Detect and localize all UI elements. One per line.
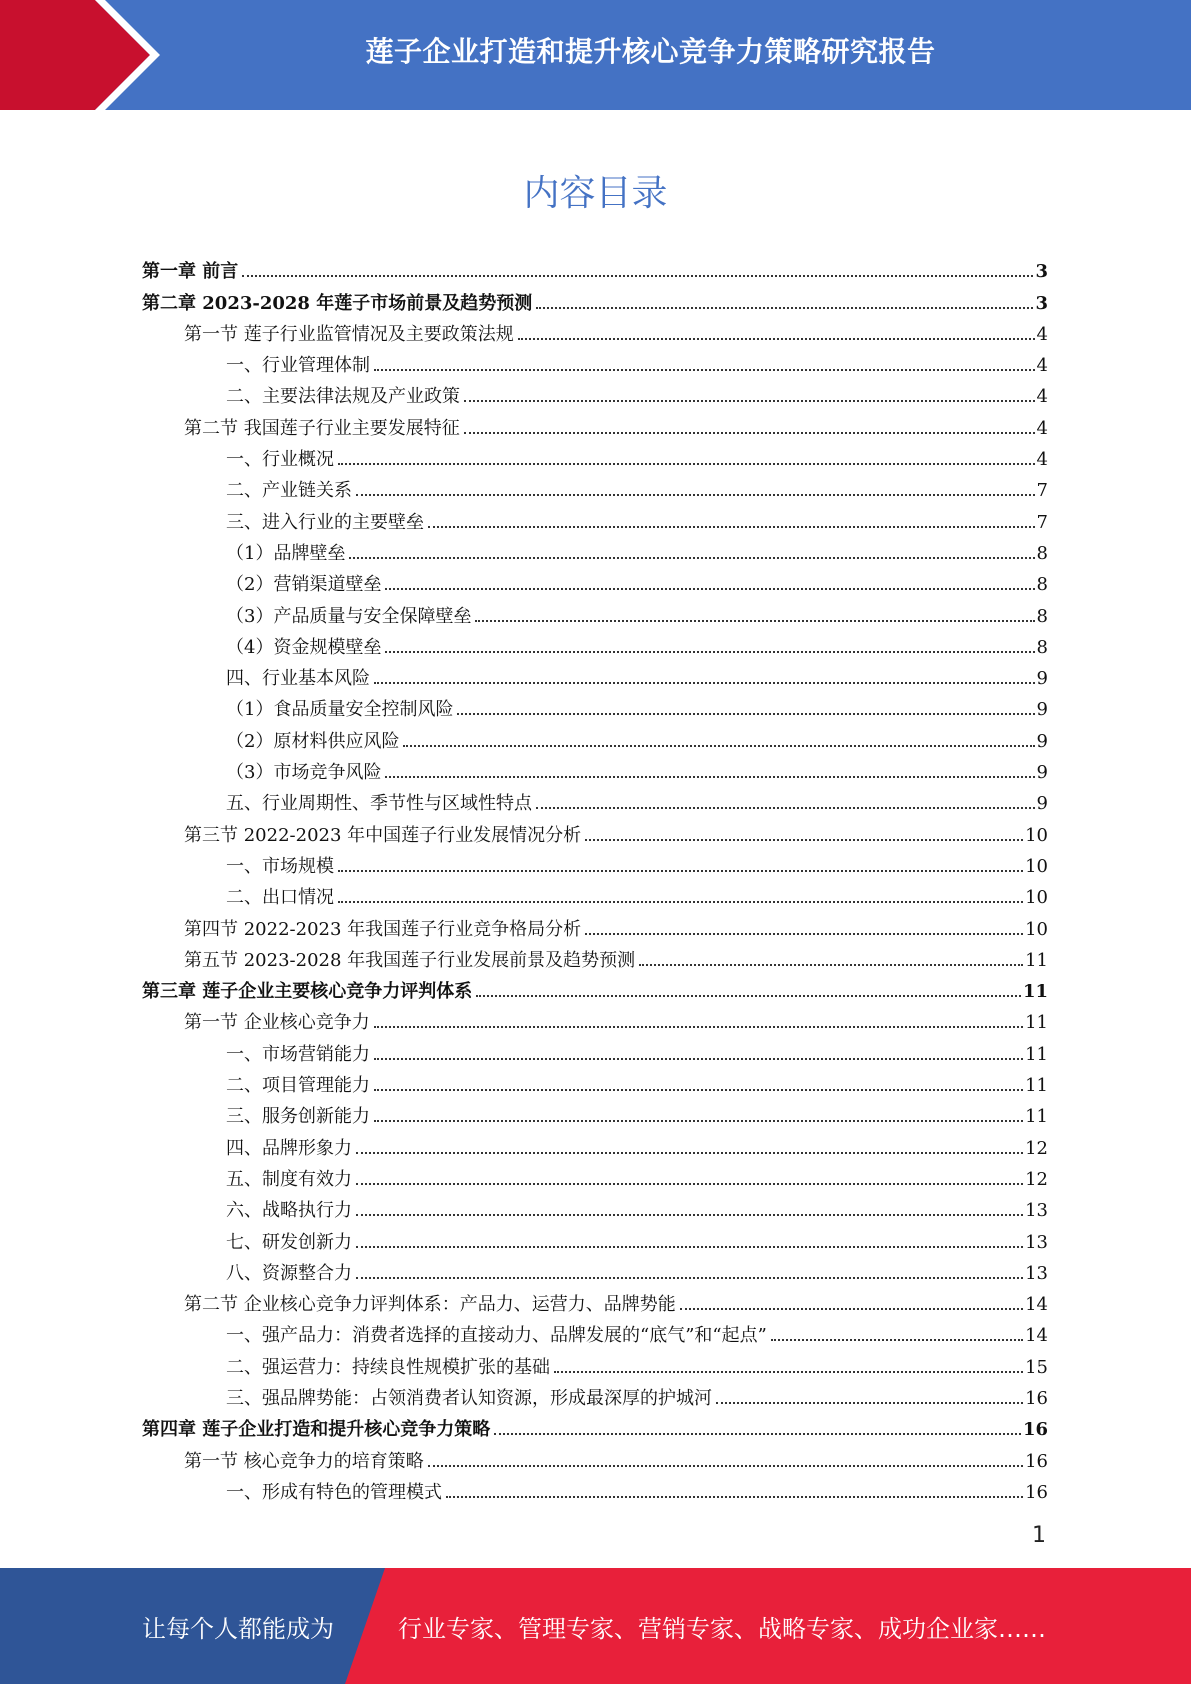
toc-leader-dots xyxy=(428,1465,1023,1467)
toc-entry[interactable] xyxy=(142,473,1048,504)
toc-entry-title: 二、项目管理能力 xyxy=(226,1075,370,1097)
toc-entry[interactable] xyxy=(142,1318,1048,1349)
toc-leader-dots xyxy=(464,432,1035,434)
toc-leader-dots xyxy=(554,1371,1023,1373)
toc-entry[interactable] xyxy=(142,692,1048,723)
toc-entry[interactable] xyxy=(142,504,1048,535)
toc-entry-page: 12 xyxy=(1025,1137,1048,1159)
toc-entry[interactable] xyxy=(142,1036,1048,1067)
footer-banner xyxy=(0,1568,1191,1684)
toc-entry-title: 二、主要法律法规及产业政策 xyxy=(226,386,460,408)
toc-entry-title: 第五节 2023-2028 年我国莲子行业发展前景及趋势预测 xyxy=(184,949,636,971)
toc-leader-dots xyxy=(338,901,1023,903)
toc-entry-page: 9 xyxy=(1036,793,1048,815)
toc-entry-page: 3 xyxy=(1035,292,1048,314)
toc-leader-dots xyxy=(385,651,1034,653)
toc-entry[interactable] xyxy=(142,1005,1048,1036)
toc-entry[interactable] xyxy=(142,379,1048,410)
report-title: 莲子企业打造和提升核心竞争力策略研究报告 xyxy=(365,35,936,68)
toc-entry[interactable] xyxy=(142,567,1048,598)
toc-entry-page: 10 xyxy=(1025,824,1048,846)
toc-leader-dots xyxy=(771,1339,1023,1341)
toc-leader-dots xyxy=(356,1277,1023,1279)
toc-entry-title: 第一节 企业核心竞争力 xyxy=(184,1012,370,1034)
toc-entry-title: 八、资源整合力 xyxy=(226,1262,352,1284)
toc-entry[interactable] xyxy=(142,1162,1048,1193)
toc-entry-title: 五、行业周期性、季节性与区域性特点 xyxy=(226,793,532,815)
toc-entry-page: 11 xyxy=(1025,1106,1048,1128)
toc-entry-page: 9 xyxy=(1036,699,1048,721)
toc-entry[interactable] xyxy=(142,661,1048,692)
toc-leader-dots xyxy=(356,1214,1023,1216)
toc-entry-page: 13 xyxy=(1025,1231,1048,1253)
toc-entry[interactable] xyxy=(142,348,1048,379)
toc-entry-page: 14 xyxy=(1025,1325,1048,1347)
toc-leader-dots xyxy=(680,1308,1023,1310)
toc-entry-title: （2）营销渠道壁垒 xyxy=(226,574,382,596)
toc-entry-title: 第三章 莲子企业主要核心竞争力评判体系 xyxy=(142,981,473,1003)
toc-entry-page: 12 xyxy=(1025,1168,1048,1190)
toc-entry-title: 第二节 我国莲子行业主要发展特征 xyxy=(184,417,460,439)
toc-leader-dots xyxy=(349,557,1034,559)
toc-entry[interactable] xyxy=(142,317,1048,348)
toc-entry-title: 一、行业概况 xyxy=(226,449,334,471)
toc-leader-dots xyxy=(585,839,1023,841)
toc-entry-page: 7 xyxy=(1036,511,1048,533)
toc-entry-title: 第二章 2023-2028 年莲子市场前景及趋势预测 xyxy=(142,292,533,314)
toc-leader-dots xyxy=(518,338,1035,340)
toc-entry[interactable] xyxy=(142,442,1048,473)
toc-leader-dots xyxy=(475,620,1034,622)
toc-entry-title: 二、强运营力：持续良性规模扩张的基础 xyxy=(226,1356,550,1378)
toc-leader-dots xyxy=(338,463,1035,465)
toc-entry-title: 第三节 2022-2023 年中国莲子行业发展情况分析 xyxy=(184,824,582,846)
toc-leader-dots xyxy=(585,933,1023,935)
toc-leader-dots xyxy=(338,870,1023,872)
toc-entry-title: （1）食品质量安全控制风险 xyxy=(226,699,454,721)
toc-entry-page: 16 xyxy=(1025,1387,1048,1409)
toc-entry[interactable] xyxy=(142,755,1048,786)
toc-entry[interactable] xyxy=(142,723,1048,754)
toc-entry[interactable] xyxy=(142,410,1048,441)
toc-leader-dots xyxy=(356,1152,1023,1154)
toc-entry-page: 3 xyxy=(1035,261,1048,283)
toc-leader-dots xyxy=(374,1089,1023,1091)
toc-entry-title: （4）资金规模壁垒 xyxy=(226,636,382,658)
toc-entry-page: 4 xyxy=(1036,449,1048,471)
toc-heading: 内容目录 xyxy=(523,173,668,214)
toc-entry[interactable] xyxy=(142,1443,1048,1474)
toc-entry[interactable] xyxy=(142,598,1048,629)
toc-leader-dots xyxy=(428,526,1035,528)
toc-entry-page: 8 xyxy=(1036,542,1048,564)
toc-leader-dots xyxy=(464,400,1035,402)
toc-entry-page: 9 xyxy=(1036,762,1048,784)
toc-entry-title: （1）品牌壁垒 xyxy=(226,542,346,564)
toc-entry-title: 一、市场规模 xyxy=(226,855,334,877)
toc-leader-dots xyxy=(494,1433,1021,1435)
toc-entry-title: 三、进入行业的主要壁垒 xyxy=(226,511,424,533)
toc-entry[interactable] xyxy=(142,1412,1048,1443)
toc-leader-dots xyxy=(374,369,1035,371)
toc-entry-title: 四、品牌形象力 xyxy=(226,1137,352,1159)
toc-entry-title: （2）原材料供应风险 xyxy=(226,730,400,752)
toc-leader-dots xyxy=(374,682,1035,684)
table-of-contents xyxy=(142,254,1048,1506)
toc-leader-dots xyxy=(536,307,1033,309)
toc-entry[interactable] xyxy=(142,880,1048,911)
toc-entry[interactable] xyxy=(142,817,1048,848)
toc-entry-page: 13 xyxy=(1025,1200,1048,1222)
toc-entry-page: 10 xyxy=(1025,887,1048,909)
toc-entry-title: 二、产业链关系 xyxy=(226,480,352,502)
toc-entry-page: 4 xyxy=(1036,355,1048,377)
toc-entry[interactable] xyxy=(142,1193,1048,1224)
toc-entry[interactable] xyxy=(142,974,1048,1005)
toc-entry-page: 11 xyxy=(1025,1012,1048,1034)
toc-entry-title: 六、战略执行力 xyxy=(226,1200,352,1222)
toc-entry-page: 8 xyxy=(1036,605,1048,627)
toc-entry-page: 16 xyxy=(1025,1450,1048,1472)
toc-entry-title: 第四章 莲子企业打造和提升核心竞争力策略 xyxy=(142,1419,491,1441)
toc-entry-page: 11 xyxy=(1025,1043,1048,1065)
toc-entry-page: 8 xyxy=(1036,636,1048,658)
toc-entry-title: 第一章 前言 xyxy=(142,261,239,283)
toc-entry-title: 四、行业基本风险 xyxy=(226,668,370,690)
toc-entry-title: 三、服务创新能力 xyxy=(226,1106,370,1128)
toc-entry[interactable] xyxy=(142,536,1048,567)
toc-entry-title: 七、研发创新力 xyxy=(226,1231,352,1253)
toc-leader-dots xyxy=(446,1496,1023,1498)
toc-entry-page: 15 xyxy=(1025,1356,1048,1378)
toc-entry[interactable] xyxy=(142,1068,1048,1099)
toc-entry-page: 4 xyxy=(1036,386,1048,408)
toc-leader-dots xyxy=(374,1058,1023,1060)
toc-entry[interactable] xyxy=(142,943,1048,974)
toc-entry-title: 二、出口情况 xyxy=(226,887,334,909)
toc-entry[interactable] xyxy=(142,911,1048,942)
toc-leader-dots xyxy=(356,494,1035,496)
toc-entry[interactable] xyxy=(142,1381,1048,1412)
footer-slogan: 让每个人都能成为 xyxy=(142,1614,334,1643)
toc-leader-dots xyxy=(476,995,1021,997)
page-number: 1 xyxy=(1032,1523,1046,1548)
toc-entry-title: 第一节 核心竞争力的培育策略 xyxy=(184,1450,424,1472)
toc-entry-page: 10 xyxy=(1025,855,1048,877)
toc-entry-page: 4 xyxy=(1036,417,1048,439)
toc-leader-dots xyxy=(639,964,1023,966)
toc-entry[interactable] xyxy=(142,1099,1048,1130)
toc-entry-title: 五、制度有效力 xyxy=(226,1168,352,1190)
toc-entry-page: 10 xyxy=(1025,918,1048,940)
toc-entry-page: 14 xyxy=(1025,1294,1048,1316)
toc-entry-page: 11 xyxy=(1025,1075,1048,1097)
toc-entry[interactable] xyxy=(142,1475,1048,1506)
toc-entry[interactable] xyxy=(142,1256,1048,1287)
toc-entry[interactable] xyxy=(142,849,1048,880)
toc-entry-title: 一、行业管理体制 xyxy=(226,355,370,377)
toc-entry-title: 一、市场营销能力 xyxy=(226,1043,370,1065)
toc-entry-title: 第二节 企业核心竞争力评判体系：产品力、运营力、品牌势能 xyxy=(184,1294,676,1316)
toc-entry-page: 7 xyxy=(1036,480,1048,502)
toc-leader-dots xyxy=(536,807,1035,809)
toc-entry-page: 4 xyxy=(1036,323,1048,345)
toc-entry-title: 第四节 2022-2023 年我国莲子行业竞争格局分析 xyxy=(184,918,582,940)
footer-roles: 行业专家、管理专家、营销专家、战略专家、成功企业家…… xyxy=(398,1614,1046,1643)
toc-entry-page: 11 xyxy=(1022,981,1048,1003)
toc-leader-dots xyxy=(356,1183,1023,1185)
toc-entry-page: 8 xyxy=(1036,574,1048,596)
toc-leader-dots xyxy=(403,745,1034,747)
toc-entry-title: （3）产品质量与安全保障壁垒 xyxy=(226,605,472,627)
toc-leader-dots xyxy=(356,1246,1023,1248)
header-banner xyxy=(0,0,1191,110)
toc-leader-dots xyxy=(385,588,1034,590)
toc-entry-page: 16 xyxy=(1025,1481,1048,1503)
toc-entry-title: 一、强产品力：消费者选择的直接动力、品牌发展的“底气”和“起点” xyxy=(226,1325,767,1347)
toc-entry[interactable] xyxy=(142,285,1048,316)
toc-entry[interactable] xyxy=(142,630,1048,661)
toc-entry[interactable] xyxy=(142,1287,1048,1318)
toc-entry-title: 三、强品牌势能：占领消费者认知资源，形成最深厚的护城河 xyxy=(226,1387,712,1409)
toc-entry[interactable] xyxy=(142,786,1048,817)
toc-entry-page: 9 xyxy=(1036,730,1048,752)
toc-entry[interactable] xyxy=(142,1224,1048,1255)
toc-entry-title: （3）市场竞争风险 xyxy=(226,762,382,784)
toc-entry-page: 16 xyxy=(1022,1419,1048,1441)
toc-entry-page: 13 xyxy=(1025,1262,1048,1284)
toc-leader-dots xyxy=(374,1026,1023,1028)
toc-leader-dots xyxy=(374,1120,1023,1122)
toc-entry-page: 9 xyxy=(1036,668,1048,690)
toc-leader-dots xyxy=(242,275,1033,277)
toc-entry-page: 11 xyxy=(1025,949,1048,971)
toc-leader-dots xyxy=(385,776,1034,778)
toc-leader-dots xyxy=(716,1402,1023,1404)
toc-leader-dots xyxy=(457,713,1034,715)
toc-entry-title: 一、形成有特色的管理模式 xyxy=(226,1481,442,1503)
toc-entry[interactable] xyxy=(142,1349,1048,1380)
toc-entry[interactable] xyxy=(142,1130,1048,1161)
toc-entry-title: 第一节 莲子行业监管情况及主要政策法规 xyxy=(184,323,514,345)
toc-entry[interactable] xyxy=(142,254,1048,285)
